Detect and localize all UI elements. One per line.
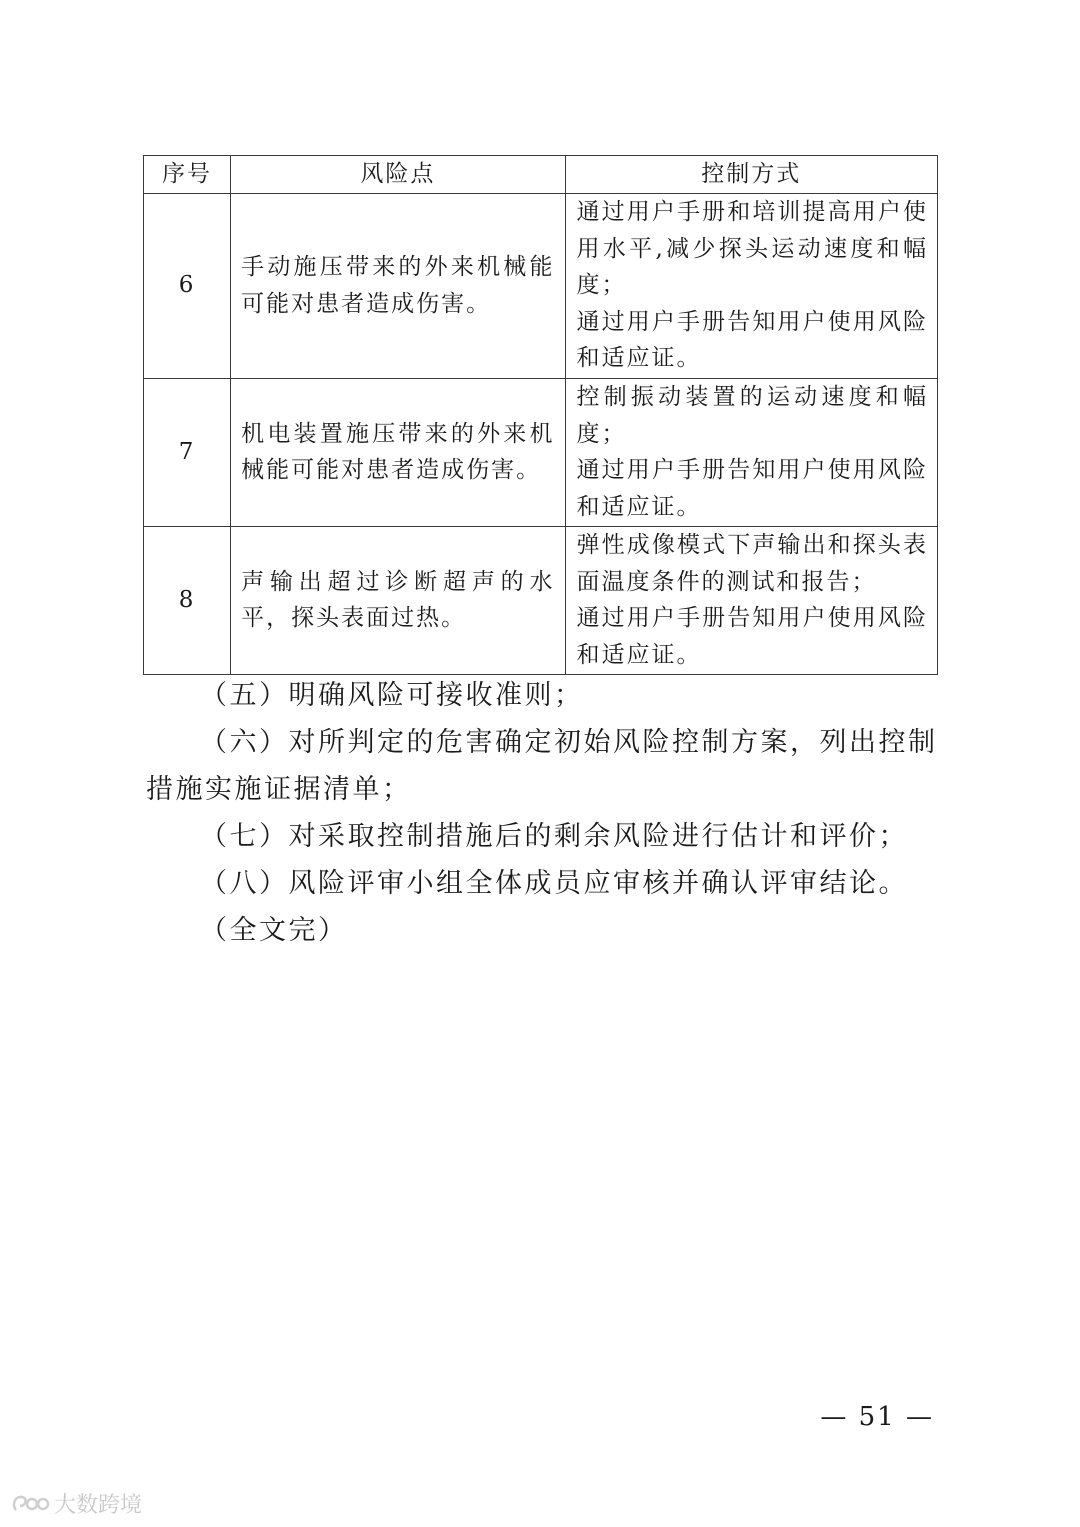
serial-number-cell: 7 [144, 378, 231, 526]
watermark-text: 大数跨境 [54, 1493, 143, 1518]
control-method-cell [565, 378, 937, 526]
table-header-row [144, 156, 938, 194]
risk-point-cell: 机电装置施压带来的外来机械能可能对患者造成伤害。 [231, 378, 565, 526]
control-measure: 通过用户手册告知用户使用风险和适应证。 [576, 605, 928, 668]
control-method-cell [565, 193, 937, 378]
paragraph-item-8: （八）风险评审小组全体成员应审核并确认评审结论。 [200, 868, 908, 899]
header-control-method: 控制方式 [565, 156, 937, 194]
paragraph-item-7: （七）对采取控制措施后的剩余风险进行估计和评价； [200, 821, 908, 852]
brand-logo-icon [10, 1492, 50, 1516]
risk-point-cell: 手动施压带来的外来机械能可能对患者造成伤害。 [231, 193, 565, 378]
control-measure: 通过用户手册和培训提高用户使用水平,减少探头运动速度和幅度； [576, 199, 928, 299]
risk-point-cell: 声输出超过诊断超声的水平，探头表面过热。 [231, 526, 565, 674]
paragraph-item-5: （五）明确风险可接收准则； [200, 680, 584, 711]
table-row [144, 378, 938, 526]
watermark [10, 1488, 142, 1519]
table-row [144, 193, 938, 378]
table-row [144, 526, 938, 674]
end-of-document-note: （全文完） [200, 915, 348, 946]
serial-number-cell: 6 [144, 193, 231, 378]
header-risk-point: 风险点 [231, 156, 565, 194]
page-number: — 51 — [820, 1402, 934, 1432]
control-measure: 控制振动装置的运动速度和幅度； [576, 384, 928, 447]
control-method-cell [565, 526, 937, 674]
header-serial-number: 序号 [144, 156, 231, 194]
control-measure: 通过用户手册告知用户使用风险和适应证。 [576, 308, 928, 372]
control-measure: 通过用户手册告知用户使用风险和适应证。 [576, 457, 928, 520]
serial-number-cell: 8 [144, 526, 231, 674]
control-measure: 弹性成像模式下声输出和探头表面温度条件的测试和报告； [576, 532, 928, 595]
paragraph-item-6: （六）对所判定的危害确定初始风险控制方案，列出控制措施实施证据清单； [146, 727, 938, 805]
risk-control-table [143, 155, 938, 675]
body-text [146, 672, 938, 954]
